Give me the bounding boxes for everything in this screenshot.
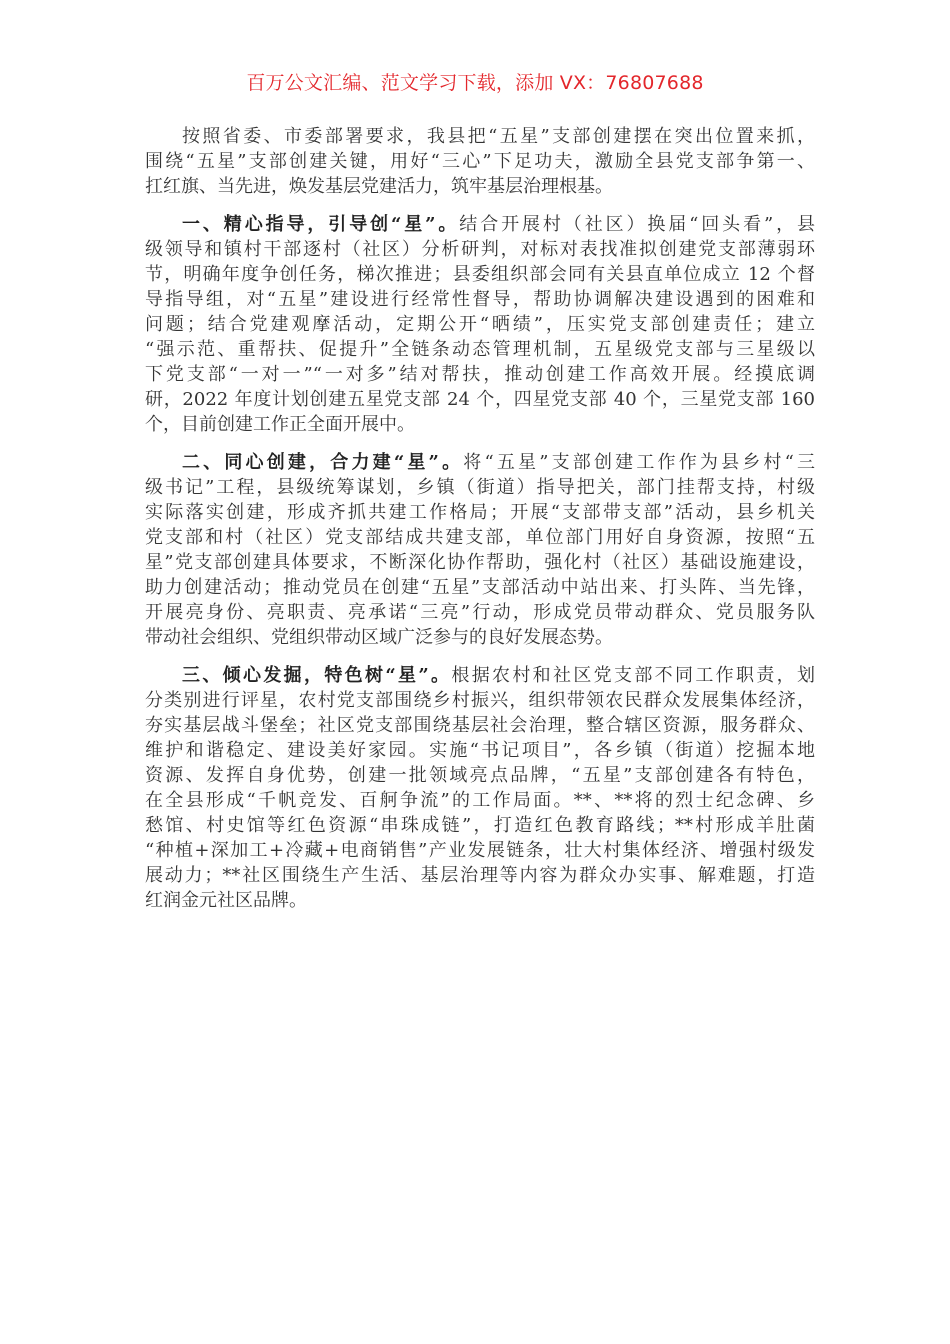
- line-text: 开展亮身份、亮职责、亮承诺“三亮”行动，形成党员带动群众、党员服务队: [145, 602, 815, 623]
- text-line: [145, 387, 815, 412]
- line-text: 个，目前创建工作正全面开展中。: [145, 414, 415, 435]
- line-text: 按照省委、市委部署要求，我县把“五星”支部创建摆在突出位置来抓，: [182, 126, 815, 147]
- line-text: 节，明确年度争创任务，梯次推进；县委组织部会同有关县直单位成立 12 个督: [145, 264, 815, 285]
- line-text: 问题；结合党建观摩活动，定期公开“晒绩”，压实党支部创建责任；建立: [145, 314, 815, 335]
- text-line: [145, 312, 815, 337]
- line-text: 扛红旗、当先进，焕发基层党建活力，筑牢基层治理根基。: [145, 176, 613, 197]
- line-text: 级书记”工程，县级统筹谋划，乡镇（街道）指导把关，部门挂帮支持，村级: [145, 477, 815, 498]
- text-line: [145, 600, 815, 625]
- section-heading: 二、同心创建，合力建“星”。: [182, 452, 464, 473]
- text-line: [145, 174, 815, 199]
- line-text: “种植+深加工+冷藏+电商销售”产业发展链条，壮大村集体经济、增强村级发: [145, 840, 815, 861]
- text-line: [145, 888, 815, 913]
- text-line: [145, 362, 815, 387]
- section-heading: 一、精心指导，引导创“星”。: [182, 214, 460, 235]
- line-text: 星”党支部创建具体要求，不断深化协作帮助，强化村（社区）基础设施建设，: [145, 552, 815, 573]
- line-text: 带动社会组织、党组织带动区域广泛参与的良好发展态势。: [145, 627, 613, 648]
- text-line: [145, 149, 815, 174]
- line-text: 维护和谐稳定、建设美好家园。实施“书记项目”，各乡镇（街道）挖掘本地: [145, 740, 815, 761]
- text-line: [145, 337, 815, 362]
- text-line: [145, 575, 815, 600]
- line-text: 党支部和村（社区）党支部结成共建支部，单位部门用好自身资源，按照“五: [145, 527, 815, 548]
- text-line: [145, 412, 815, 437]
- text-line: [145, 500, 815, 525]
- text-line: [145, 625, 815, 650]
- paragraph: [145, 212, 815, 437]
- line-text: 助力创建活动；推动党员在创建“五星”支部活动中站出来、打头阵、当先锋，: [145, 577, 815, 598]
- text-line: [145, 688, 815, 713]
- line-text: 分类别进行评星，农村党支部围绕乡村振兴，组织带领农民群众发展集体经济，: [145, 690, 815, 711]
- line-text: 级领导和镇村干部逐村（社区）分析研判，对标对表找准拟创建党支部薄弱环: [145, 239, 815, 260]
- text-line: [145, 262, 815, 287]
- line-text: 红润金元社区品牌。: [145, 890, 307, 911]
- line-text: 将“五星”支部创建工作作为县乡村“三: [463, 452, 815, 473]
- paragraph: [145, 124, 815, 199]
- text-line: [145, 212, 815, 237]
- text-line: [145, 525, 815, 550]
- text-line: [145, 838, 815, 863]
- line-text: 结合开展村（社区）换届“回头看”，县: [459, 214, 815, 235]
- text-line: [145, 788, 815, 813]
- text-line: [145, 237, 815, 262]
- line-text: “强示范、重帮扶、促提升”全链条动态管理机制，五星级党支部与三星级以: [145, 339, 815, 360]
- line-text: 夯实基层战斗堡垒；社区党支部围绕基层社会治理，整合辖区资源，服务群众、: [145, 715, 815, 736]
- line-text: 导指导组，对“五星”建设进行经常性督导，帮助协调解决建设遇到的困难和: [145, 289, 815, 310]
- text-line: [145, 763, 815, 788]
- text-line: [145, 663, 815, 688]
- text-line: [145, 863, 815, 888]
- text-line: [145, 475, 815, 500]
- text-line: [145, 713, 815, 738]
- text-line: [145, 287, 815, 312]
- line-text: 根据农村和社区党支部不同工作职责，划: [451, 665, 815, 686]
- line-text: 下党支部“一对一”“一对多”结对帮扶，推动创建工作高效开展。经摸底调: [145, 364, 815, 385]
- text-line: [145, 813, 815, 838]
- line-text: 研，2022 年度计划创建五星党支部 24 个，四星党支部 40 个，三星党支部 160: [145, 389, 815, 410]
- line-text: 在全县形成“千帆竞发、百舸争流”的工作局面。**、**将的烈士纪念碑、乡: [145, 790, 815, 811]
- text-line: [145, 550, 815, 575]
- text-line: [145, 124, 815, 149]
- line-text: 资源、发挥自身优势，创建一批领域亮点品牌，“五星”支部创建各有特色，: [145, 765, 815, 786]
- line-text: 实际落实创建，形成齐抓共建工作格局；开展“支部带支部”活动，县乡机关: [145, 502, 815, 523]
- text-line: [145, 450, 815, 475]
- watermark-banner: 百万公文汇编、范文学习下载，添加 VX：76807688: [246, 72, 704, 94]
- paragraph: [145, 450, 815, 650]
- paragraph: [145, 663, 815, 913]
- document-body: [145, 124, 815, 926]
- text-line: [145, 738, 815, 763]
- line-text: 展动力；**社区围绕生产生活、基层治理等内容为群众办实事、解难题，打造: [145, 865, 815, 886]
- section-heading: 三、倾心发掘，特色树“星”。: [182, 665, 452, 686]
- line-text: 愁馆、村史馆等红色资源“串珠成链”，打造红色教育路线；**村形成羊肚菌: [145, 815, 815, 836]
- line-text: 围绕“五星”支部创建关键，用好“三心”下足功夫，激励全县党支部争第一、: [145, 151, 815, 172]
